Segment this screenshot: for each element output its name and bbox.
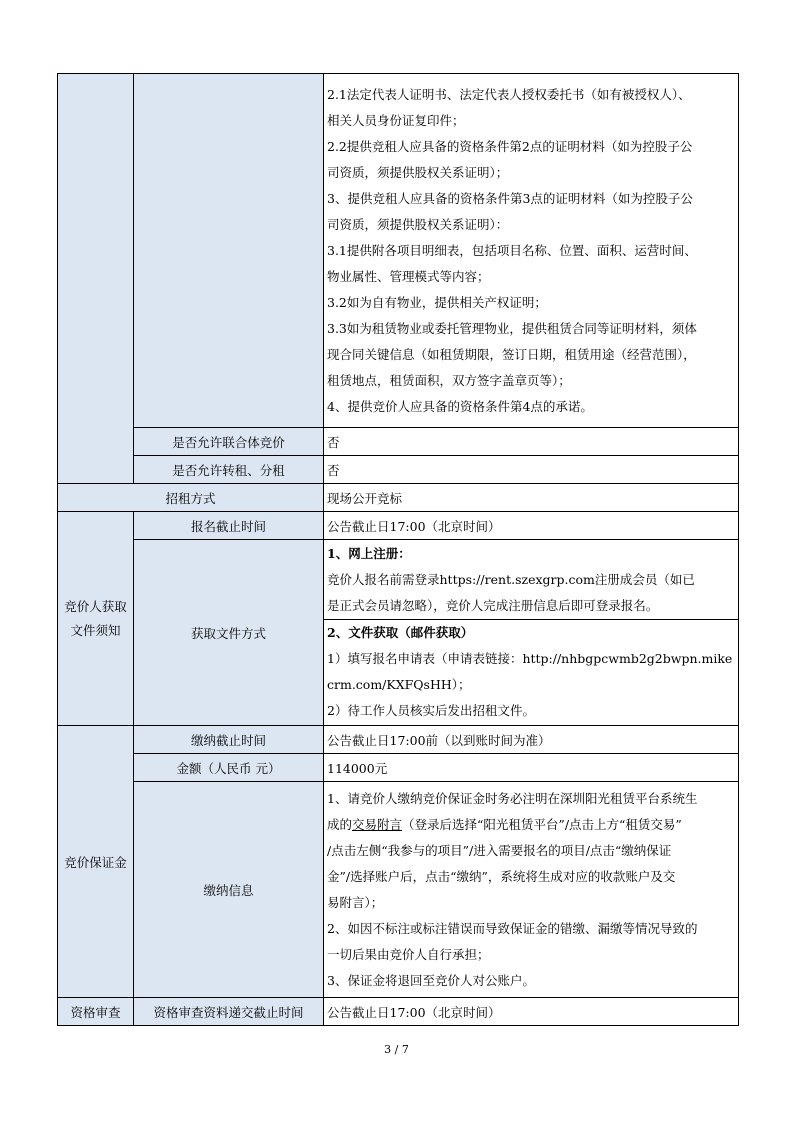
- requirement-line: 物业属性、管理模式等内容；: [327, 268, 490, 284]
- pay-line: 3、保证金将退回至竞价人对公账户。: [327, 972, 535, 988]
- requirements-cell: [324, 74, 739, 428]
- sublease-label: 是否允许转租、分租: [134, 456, 324, 484]
- pay-line: 2、如因不标注或标注错误而导致保证金的错缴、漏缴等情况导致的: [327, 920, 698, 936]
- file-section-label: [58, 512, 134, 726]
- requirement-line: 4、提供竞价人应具备的资格条件第4点的承诺。: [327, 398, 593, 414]
- requirement-line: 3.3如为租赁物业或委托管理物业，提供租赁合同等证明材料，须体: [327, 320, 697, 336]
- requirement-line: 2.2提供竞租人应具备的资格条件第2点的证明材料（如为控股子公: [327, 138, 693, 154]
- pay-line: /点击左侧“我参与的项目”/进入需要报名的项目/点击“缴纳保证: [327, 842, 672, 858]
- table-row: [58, 726, 739, 754]
- pay-line: 1、请竞价人缴纳竞价保证金时务必注明在深圳阳光租赁平台系统生: [327, 790, 698, 806]
- obtain-line: 竞价人报名前需登录https://rent.szexgrp.com注册成会员（如已: [327, 572, 695, 587]
- obtain-line: 1）填写报名申请表（申请表链接：http://nhbgpcwmb2g2bwpn.mike: [327, 651, 733, 666]
- sublease-value: 否: [324, 456, 739, 484]
- table-row: [58, 456, 739, 484]
- pay-deadline-label: 缴纳截止时间: [134, 726, 324, 754]
- pay-deadline-value: 公告截止日17:00前（以到账时间为准）: [324, 726, 739, 754]
- signup-deadline-label: 报名截止时间: [134, 512, 324, 540]
- pay-info-cell: [324, 782, 739, 998]
- table-row: [58, 428, 739, 456]
- req-label-empty: [134, 74, 324, 428]
- table-row: [58, 512, 739, 540]
- review-label: 资格审查: [58, 998, 134, 1026]
- page-number: 3 / 7: [384, 1043, 409, 1056]
- amount-label: 金额（人民币 元）: [134, 754, 324, 782]
- joint-bid-label: 是否允许联合体竞价: [134, 428, 324, 456]
- obtain-method-label: 获取文件方式: [134, 540, 324, 726]
- rent-method-value: 现场公开竞标: [324, 484, 739, 512]
- pay-line: 金”/选择账户后，点击“缴纳”，系统将生成对应的收款账户及交: [327, 868, 676, 884]
- pay-line: 一切后果由竞价人自行承担；: [327, 946, 490, 962]
- table-row: [58, 782, 739, 998]
- table-row: [58, 74, 739, 428]
- rent-method-label: 招租方式: [58, 484, 324, 512]
- pay-info-label: 缴纳信息: [134, 782, 324, 998]
- review-deadline-value: 公告截止日17:00（北京时间）: [324, 998, 739, 1026]
- table-row: [58, 998, 739, 1026]
- review-deadline-label: 资格审查资料递交截止时间: [134, 998, 324, 1026]
- joint-bid-value: 否: [324, 428, 739, 456]
- obtain-line: crm.com/KXFQsHH）；: [327, 677, 471, 692]
- requirement-line: 租赁地点，租赁面积，双方签字盖章页等）；: [327, 372, 571, 388]
- amount-value: 114000元: [324, 754, 739, 782]
- requirement-line: 相关人员身份证复印件；: [327, 112, 465, 128]
- requirement-line: 3.1提供附各项目明细表，包括项目名称、位置、面积、运营时间、: [327, 242, 697, 258]
- signup-deadline-value: 公告截止日17:00（北京时间）: [324, 512, 739, 540]
- requirement-line: 现合同关键信息（如租赁期限，签订日期，租赁用途（经营范围），: [327, 346, 696, 362]
- obtain-method-cell: [324, 540, 739, 726]
- obtain-line: 2）待工作人员核实后发出招租文件。: [327, 703, 535, 718]
- requirement-line: 2.1法定代表人证明书、法定代表人授权委托书（如有被授权人）、: [327, 86, 691, 102]
- section-label-empty: [58, 74, 134, 484]
- transaction-note-term: 交易附言: [352, 816, 403, 832]
- requirement-line: 3、提供竞租人应具备的资格条件第3点的证明材料（如为控股子公: [327, 190, 693, 206]
- pay-text: 成的: [327, 816, 353, 832]
- info-table: [57, 73, 739, 1026]
- obtain-heading-1: 1、网上注册：: [327, 546, 411, 561]
- obtain-line: 是正式会员请忽略），竞价人完成注册信息后即可登录报名。: [327, 598, 659, 613]
- requirement-line: 司资质，须提供股权关系证明）：: [327, 216, 509, 232]
- requirement-line: 司资质，须提供股权关系证明）；: [327, 164, 509, 180]
- pay-line: 易附言）；: [327, 894, 384, 910]
- pay-text: （登录后选择“阳光租赁平台”/点击上方“租赁交易”: [402, 816, 682, 832]
- pay-line: [327, 812, 735, 838]
- table-row: [58, 754, 739, 782]
- file-section-text: 竞价人获取文件须知: [64, 598, 127, 638]
- deposit-section-label: 竞价保证金: [58, 726, 134, 998]
- requirement-line: 3.2如为自有物业，提供相关产权证明；: [327, 294, 547, 310]
- table-row: [58, 540, 739, 726]
- obtain-heading-2: 2、文件获取（邮件获取）: [327, 625, 474, 640]
- table-row: [58, 484, 739, 512]
